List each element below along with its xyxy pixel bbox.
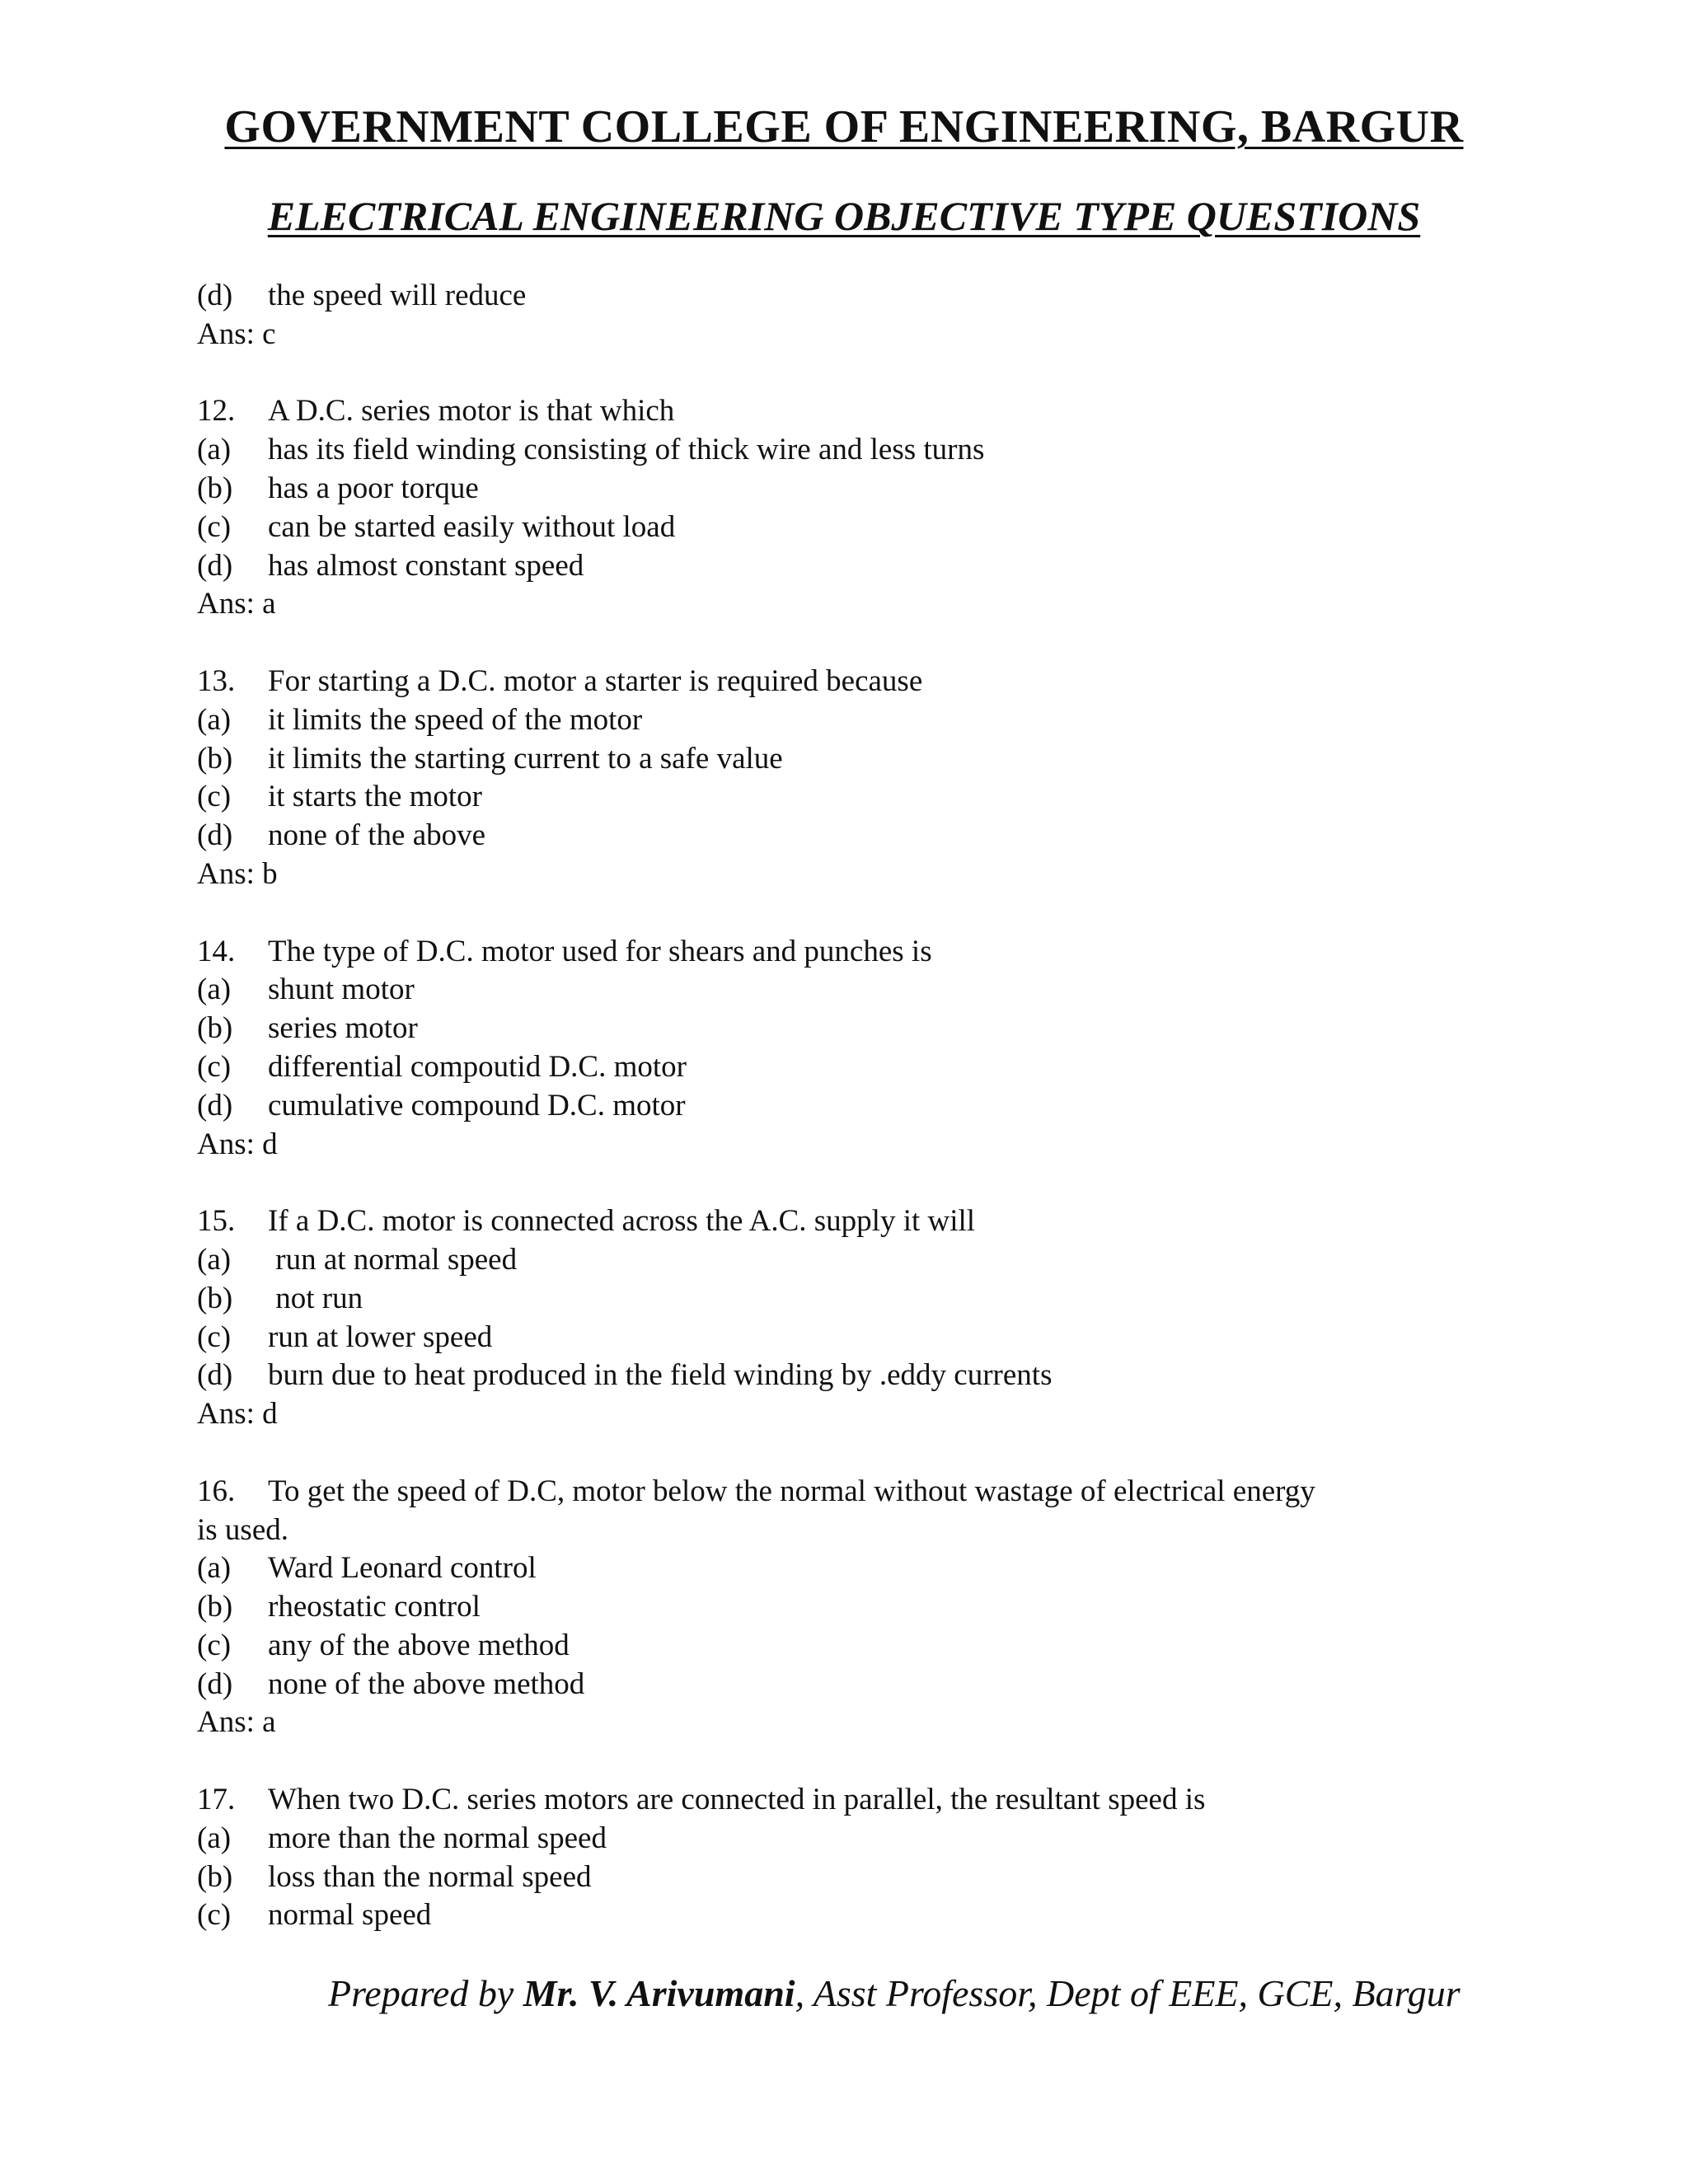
question-number: 14. [197,934,236,968]
option-line [197,701,1483,740]
option-label: (a) [197,1821,232,1855]
option-text: any of the above method [268,1628,570,1662]
answer-line: Ans: b [197,856,278,891]
option-line [197,740,1483,779]
question-line [197,1473,1483,1511]
option-line [197,470,1483,509]
option-text: can be started easily without load [268,509,676,544]
option-text: run at lower speed [268,1319,493,1354]
option-line [197,778,1483,817]
answer-line: Ans: a [197,1705,276,1740]
page-title: GOVERNMENT COLLEGE OF ENGINEERING, BARGUR [224,101,1464,152]
option-text: none of the above [268,818,486,853]
option-label: (a) [197,1242,232,1277]
option-text: Ward Leonard control [268,1551,537,1586]
option-line [197,1048,1483,1087]
question-number: 16. [197,1474,236,1508]
spacer [197,1434,1483,1473]
option-line [197,1319,1483,1357]
footer-suffix: , Asst Professor, Dept of EEE, GCE, Bargur [795,1972,1461,2014]
option-text: cumulative compound D.C. motor [268,1088,686,1122]
question-line [197,1202,1483,1241]
option-label: (b) [197,1590,233,1624]
option-label: (c) [197,1049,232,1084]
option-text: normal speed [268,1898,432,1933]
question-number: 12. [197,394,236,429]
option-text: burn due to heat produced in the field winding by .eddy currents [268,1358,1053,1393]
question-line [197,1781,1483,1820]
page-footer [328,1971,1461,2015]
option-label: (c) [197,1898,232,1933]
option-line [197,1087,1483,1126]
option-label: (d) [197,279,233,312]
option-text: it limits the starting current to a safe value [268,741,783,776]
question-line [197,933,1483,972]
option-label: (d) [197,818,233,853]
option-label: (c) [197,1628,232,1662]
option-line [197,1010,1483,1048]
option-line [197,1858,1483,1897]
answer-line: Ans: c [197,316,276,351]
option-label: (b) [197,741,233,776]
option-line [197,1588,1483,1627]
question-number: 15. [197,1204,236,1239]
option-line [197,1549,1483,1588]
spacer [197,894,1483,933]
option-text: differential compoutid D.C. motor [268,1049,687,1084]
option-line [197,817,1483,855]
option-text: has its field winding consisting of thick wire and less turns [268,433,985,467]
option-text: rheostatic control [268,1590,481,1624]
answer-line: Ans: a [197,587,276,621]
option-text: has a poor torque [268,471,479,505]
question-line [197,392,1483,431]
option-label: (c) [197,509,232,544]
option-text: not run [268,1281,363,1315]
option-line [197,509,1483,547]
option-text: it limits the speed of the motor [268,702,643,737]
option-label: (b) [197,1281,233,1315]
spacer [197,624,1483,663]
footer-author-name: Mr. V. Arivumani [523,1972,795,2014]
option-label: (b) [197,1859,233,1894]
option-line [197,1666,1483,1704]
spacer [197,1742,1483,1781]
question-text-continued: is used. [197,1512,288,1547]
option-label: (a) [197,433,232,467]
option-line [197,1241,1483,1280]
option-label: (d) [197,1666,233,1701]
answer-line: Ans: d [197,1127,278,1161]
option-line [197,1820,1483,1858]
question-text: When two D.C. series motors are connected in parallel, the resultant speed is [268,1783,1206,1817]
spacer [197,354,1483,393]
option-label: (a) [197,972,232,1007]
question-line [197,663,1483,701]
question-text: The type of D.C. motor used for shears and punches is [268,934,932,968]
option-text: series motor [268,1011,418,1046]
option-line [197,1357,1483,1395]
option-label: (d) [197,548,233,583]
option-line [197,1896,1483,1935]
option-label: (d) [197,1088,233,1122]
option-label: (a) [197,702,232,737]
question-text: If a D.C. motor is connected across the A.C. supply it will [268,1204,976,1239]
option-label: (b) [197,471,233,505]
question-text: For starting a D.C. motor a starter is required because [268,663,923,698]
option-line [197,431,1483,470]
option-label: (c) [197,780,232,814]
page-subtitle: ELECTRICAL ENGINEERING OBJECTIVE TYPE QUESTIONS [267,193,1421,239]
option-line [197,277,1483,316]
footer-prefix: Prepared by [328,1972,523,2014]
question-list [197,277,1483,1935]
option-line [197,547,1483,586]
option-text: none of the above method [268,1666,585,1701]
option-label: (b) [197,1011,233,1046]
option-line [197,971,1483,1010]
option-text: the speed will reduce [268,279,527,312]
option-label: (a) [197,1551,232,1586]
option-label: (c) [197,1319,232,1354]
question-text: A D.C. series motor is that which [268,394,675,429]
option-text: has almost constant speed [268,548,584,583]
option-line [197,1627,1483,1666]
answer-line: Ans: d [197,1397,278,1432]
option-label: (d) [197,1358,233,1393]
option-text: it starts the motor [268,780,482,814]
question-number: 13. [197,663,236,698]
option-line [197,1280,1483,1319]
question-number: 17. [197,1783,236,1817]
option-text: loss than the normal speed [268,1859,592,1894]
spacer [197,1164,1483,1202]
option-text: more than the normal speed [268,1821,607,1855]
option-text: shunt motor [268,972,415,1007]
option-text: run at normal speed [268,1242,518,1277]
question-text: To get the speed of D.C, motor below the normal without wastage of electrical energy [268,1474,1315,1508]
